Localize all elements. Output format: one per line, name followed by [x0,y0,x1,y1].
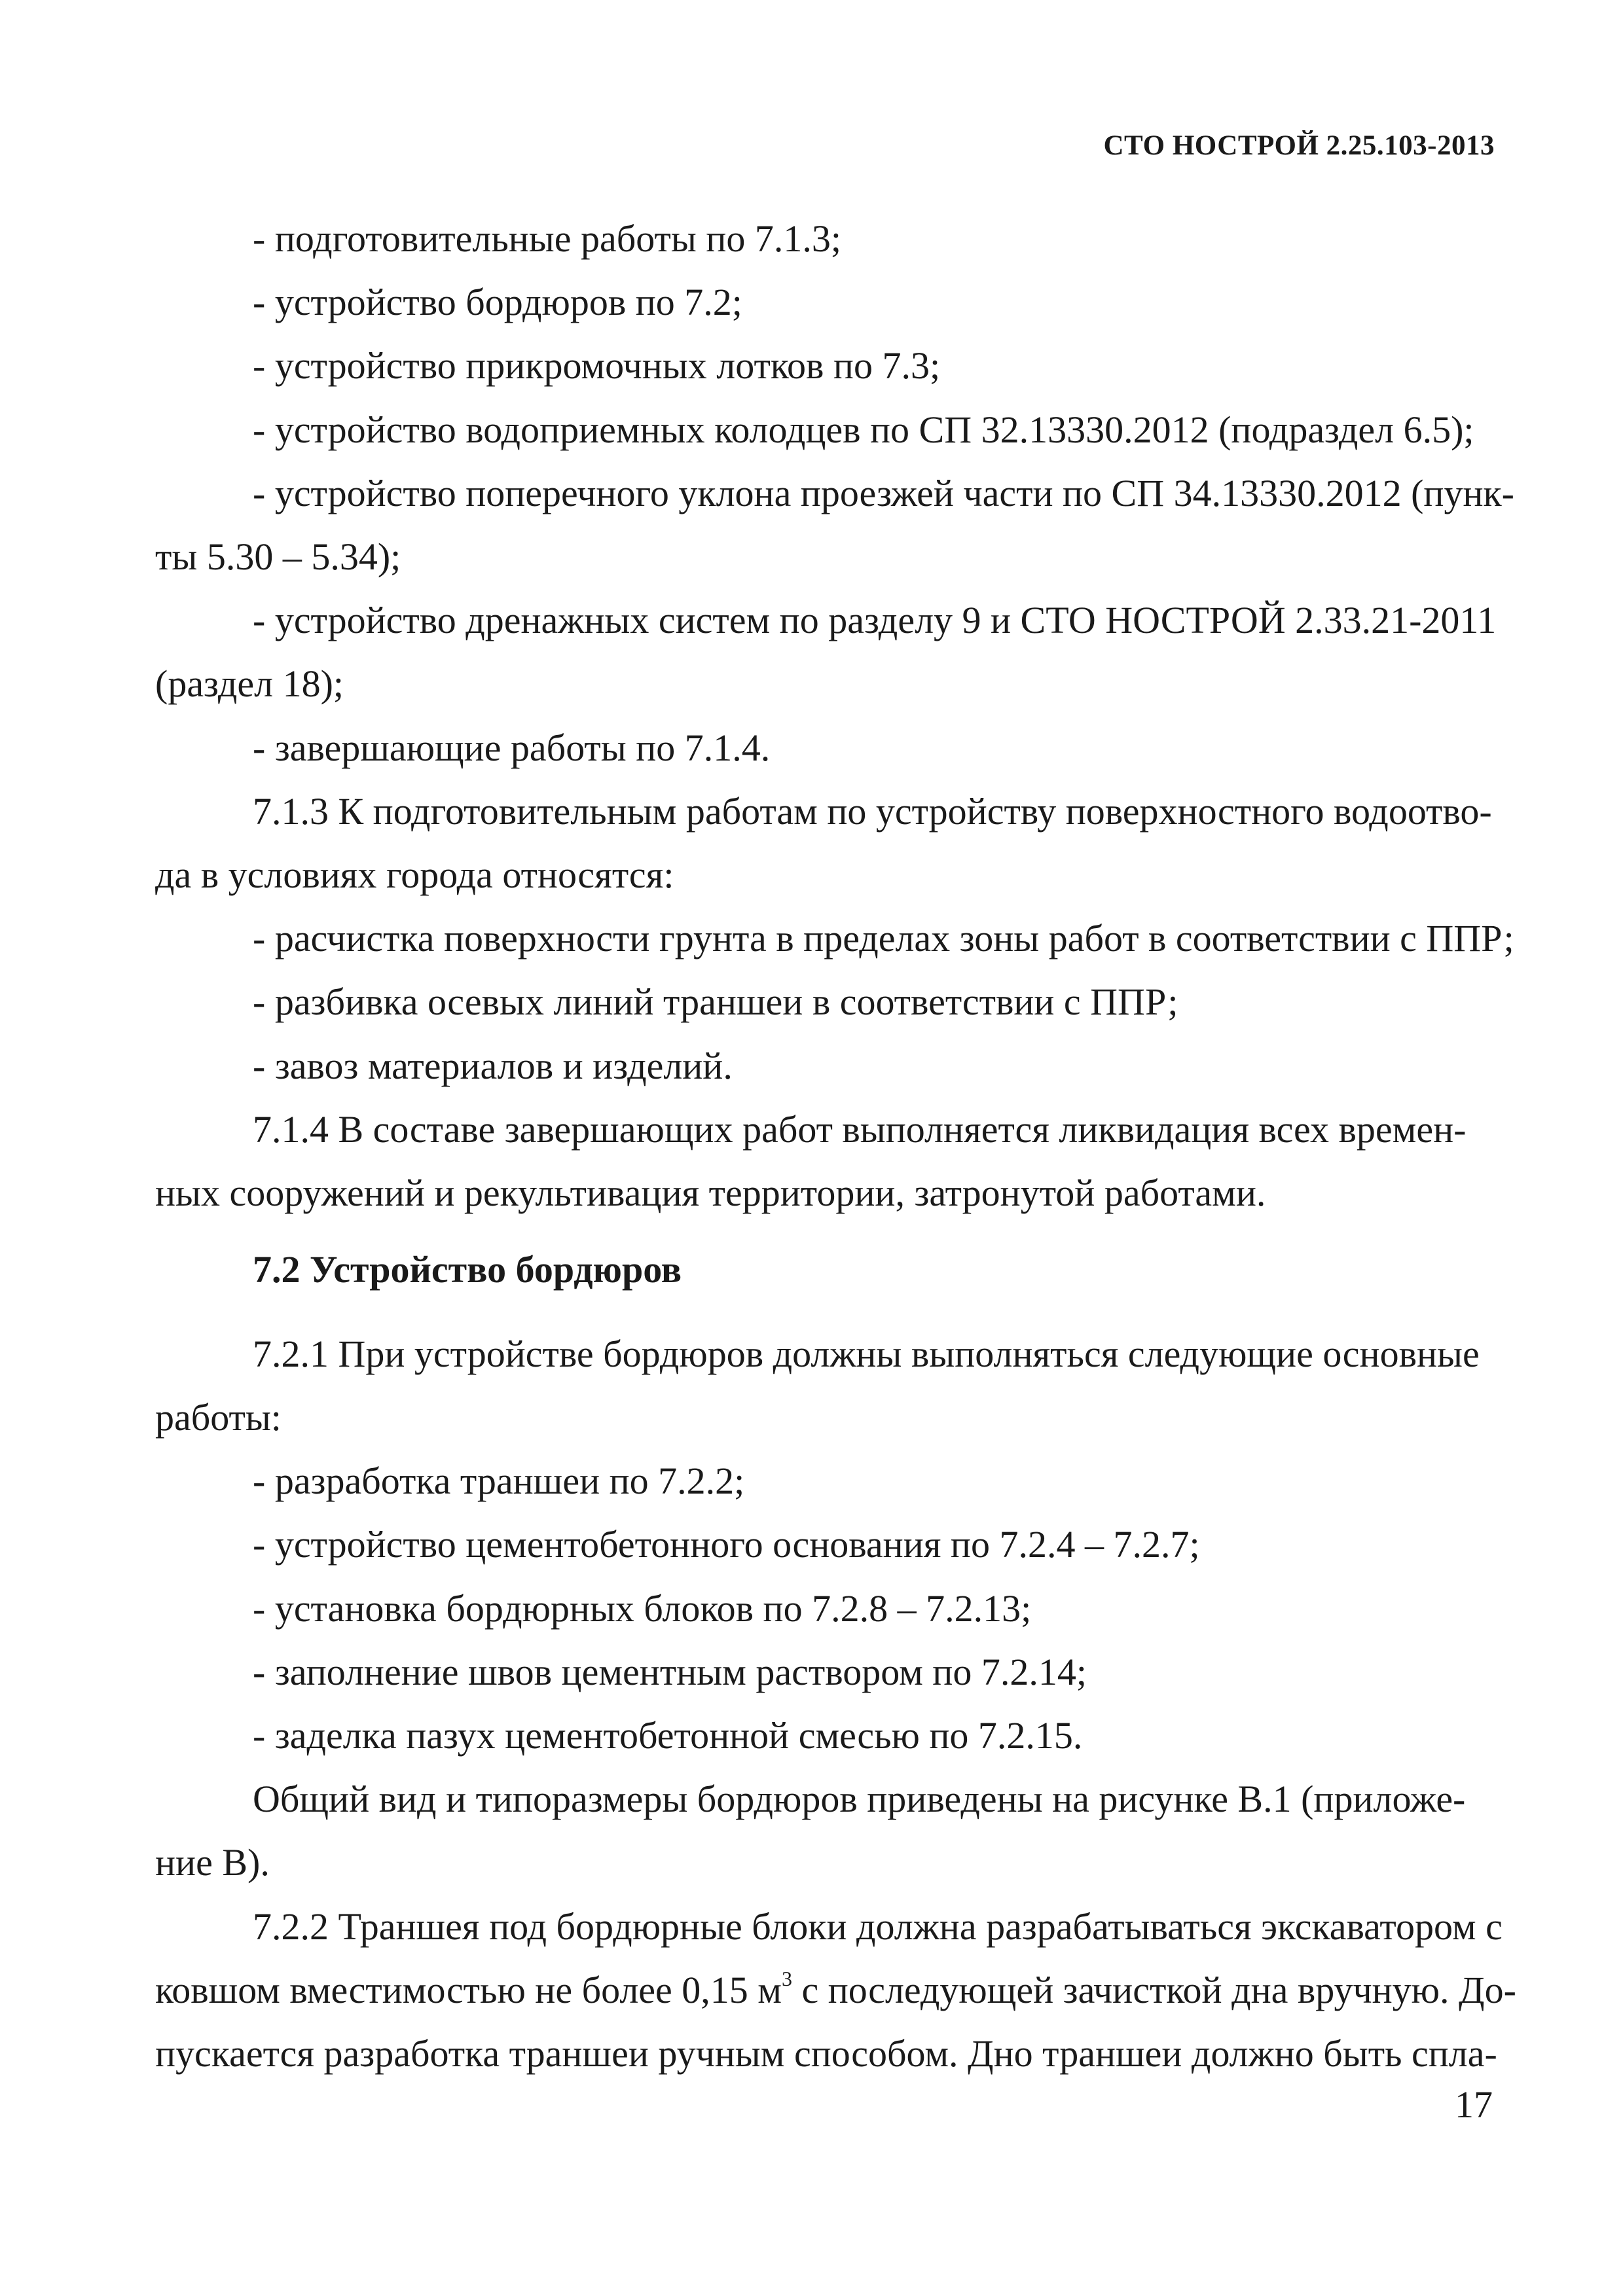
text-line: ных сооружений и рекультивация территории, затронутой работами. [155,1172,1266,1214]
text-line: - разбивка осевых линий траншеи в соответствии с ППР; [253,980,1178,1023]
text-line: 7.1.4 В составе завершающих работ выполняется ликвидация всех времен- [253,1108,1467,1151]
text-line: - заполнение швов цементным раствором по 7.2.14; [253,1651,1087,1693]
section-heading: 7.2 Устройство бордюров [253,1248,682,1291]
text-line: - завершающие работы по 7.1.4. [253,726,771,769]
superscript-cubed: 3 [781,1967,792,1990]
document-code-header: СТО НОСТРОЙ 2.25.103-2013 [1103,130,1495,161]
text-line: пускается разработка траншеи ручным способом. Дно траншеи должно быть спла- [155,2032,1497,2075]
text-line: - подготовительные работы по 7.1.3; [253,217,841,260]
text-line: - расчистка поверхности грунта в пределах зоны работ в соответствии с ППР; [253,917,1514,960]
text-line: (раздел 18); [155,662,344,705]
text-line: - разработка траншеи по 7.2.2; [253,1460,745,1502]
text-line: - завоз материалов и изделий. [253,1045,733,1087]
text-line [0,1967,1516,2013]
text-line: 7.1.3 К подготовительным работам по устройству поверхностного водоотво- [253,790,1492,833]
text-line: 7.2.2 Траншея под бордюрные блоки должна разрабатываться экскаватором с [253,1905,1503,1948]
text-line: ты 5.30 – 5.34); [155,535,401,578]
text-segment: ковшом вместимостью не более 0,15 м [155,1969,782,2011]
text-line: - устройство дренажных систем по разделу 9 и СТО НОСТРОЙ 2.33.21-2011 [253,599,1497,641]
text-line: 7.2.1 При устройстве бордюров должны выполняться следующие основные [253,1333,1480,1375]
text-line: ние В). [155,1841,270,1884]
text-line: - устройство бордюров по 7.2; [253,281,742,323]
text-line: - устройство цементобетонного основания по 7.2.4 – 7.2.7; [253,1523,1200,1566]
text-line: - устройство поперечного уклона проезжей части по СП 34.13330.2012 (пунк- [253,472,1514,514]
text-line: да в условиях города относятся: [155,853,674,896]
text-line: - установка бордюрных блоков по 7.2.8 – 7.2.13; [253,1587,1032,1630]
page-number: 17 [1455,2083,1493,2126]
text-line: Общий вид и типоразмеры бордюров приведены на рисунке В.1 (приложе- [253,1778,1466,1820]
text-segment: с последующей зачисткой дна вручную. До- [792,1969,1516,2011]
text-line: - устройство водоприемных колодцев по СП 32.13330.2012 (подраздел 6.5); [253,408,1474,451]
text-line: работы: [155,1396,282,1439]
text-line: - устройство прикромочных лотков по 7.3; [253,344,941,387]
text-line: - заделка пазух цементобетонной смесью по 7.2.15. [253,1714,1083,1757]
